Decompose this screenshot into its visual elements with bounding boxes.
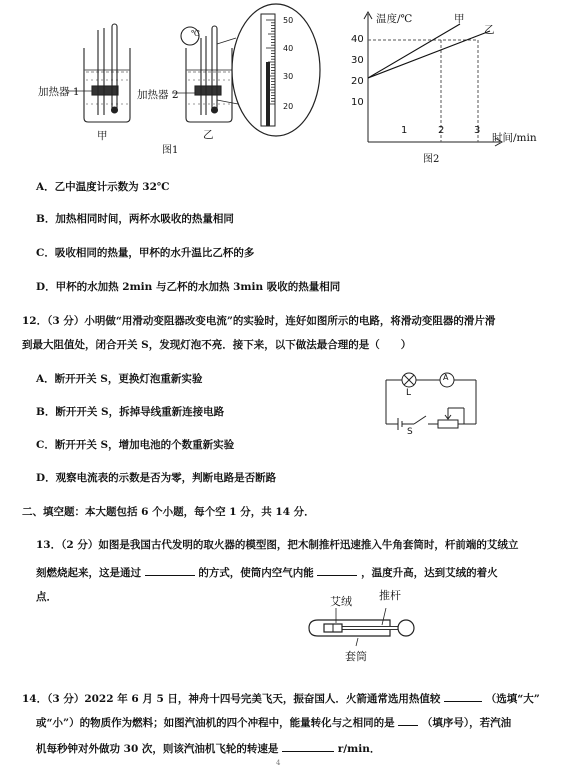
q12-stem-line-2: 到最大阻值处，闭合开关 S，发现灯泡不亮．接下来，以下做法最合理的是（ ）: [22, 339, 412, 351]
lamp-label: L: [406, 388, 412, 398]
q14-line-2-a: 或“小”）的物质作为燃料；如图汽油机的四个冲程中，能量转化与之相同的是: [36, 717, 395, 729]
scale-label-20: 20: [283, 102, 294, 111]
cup-yi-label: 乙: [203, 129, 214, 141]
q14-blank-1[interactable]: [444, 690, 482, 702]
q13-line-2-c: ，温度升高，达到艾绒的着火: [361, 567, 498, 579]
label-tuigan: 推杆: [379, 589, 401, 602]
figure-2-caption: 图2: [423, 154, 440, 165]
q14-line-3: [36, 740, 380, 756]
q13-line-3: 点．: [36, 591, 57, 603]
fig2-series: [368, 24, 490, 78]
q13-blank-2[interactable]: [317, 564, 357, 576]
fig2-xlabel: 时间/min: [492, 132, 537, 144]
q14-line-3-b: r/min．: [337, 743, 381, 755]
q12-option-b: B．断开开关 S，拆掉导线重新连接电路: [36, 406, 225, 418]
fig2-ylabel: 温度/℃: [376, 13, 413, 25]
fig2-xtick-2: 2: [438, 125, 445, 136]
fig2-ytick-40: 40: [351, 34, 364, 45]
scale-label-50: 50: [283, 16, 294, 25]
fig2-axes: [364, 12, 502, 146]
label-airong: 艾绒: [330, 595, 352, 608]
q13-blank-1[interactable]: [145, 564, 195, 576]
fig2-ytick-20: 20: [351, 76, 364, 87]
fig2-series-yi-label: 乙: [484, 24, 495, 36]
thermometer-unit-label: ℃: [191, 29, 200, 38]
q14-line-3-a: 机每秒钟对外做功 30 次，则该汽油机飞轮的转速是: [36, 743, 279, 755]
q13-line-2: [36, 564, 498, 580]
q14-line-1-a: 14．（3 分）2022 年 6 月 5 日，神舟十四号完美飞天，振奋国人．火箭通常选用热值较: [22, 693, 441, 705]
q11-option-c: C．吸收相同的热量，甲杯的水升温比乙杯的多: [36, 247, 255, 259]
q13-line-2-a: 刻燃烧起来，这是通过: [36, 567, 141, 579]
fig2-ytick-10: 10: [351, 97, 364, 108]
q12-option-a: A．断开开关 S，更换灯泡重新实验: [36, 373, 203, 385]
cup-jia-label: 甲: [97, 130, 108, 142]
series-jia-line: [368, 24, 460, 78]
fig2-xtick-1: 1: [401, 125, 408, 136]
series-yi-line: [368, 31, 490, 78]
q14-blank-3[interactable]: [282, 740, 334, 752]
q14-line-2: [36, 714, 511, 730]
switch-label: S: [407, 427, 413, 437]
scale-label-40: 40: [283, 44, 294, 53]
scale-label-30: 30: [283, 72, 294, 81]
q11-option-b: B．加热相同时间，两杯水吸收的热量相同: [36, 213, 234, 225]
q14-line-2-b: （填序号），若汽油: [421, 717, 512, 729]
q12-option-d: D．观察电流表的示数是否为零，判断电路是否断路: [36, 472, 277, 484]
fig2-ytick-30: 30: [351, 55, 364, 66]
q14-blank-2[interactable]: [398, 714, 418, 726]
page-number: 4: [276, 759, 281, 767]
q13-line-1: 13．（2 分）如图是我国古代发明的取火器的模型图，把木制推杆迅速推入牛角套筒时，杆前端的艾绒立: [36, 539, 519, 551]
q12-circuit-diagram: [380, 368, 490, 436]
q11-option-a: A．乙中温度计示数为 32℃: [36, 181, 170, 193]
q11-option-d: D．甲杯的水加热 2min 与乙杯的水加热 3min 吸收的热量相同: [36, 281, 341, 293]
fire-piston-diagram: [300, 608, 420, 648]
beaker-jia: [84, 24, 130, 122]
q12-stem-line-1: 12．（3 分）小明做“用滑动变阻器改变电流”的实验时，连好如图所示的电路，将滑动变阻器的滑片滑: [22, 315, 496, 327]
q12-option-c: C．断开开关 S，增加电池的个数重新实验: [36, 439, 235, 451]
figure-1-caption: 图1: [162, 145, 179, 156]
label-taotong: 套筒: [345, 650, 367, 663]
q13-line-2-b: 的方式，使筒内空气内能: [198, 567, 314, 579]
fig2-series-jia-label: 甲: [454, 13, 465, 25]
heater-2-label: 加热器 2: [137, 89, 179, 101]
q14-line-1: [22, 690, 540, 706]
ammeter-label: A: [443, 373, 449, 382]
heater-1-label: 加热器 1: [38, 86, 80, 98]
section-2-heading: 二、填空题：本大题包括 6 个小题，每个空 1 分，共 14 分．: [22, 506, 315, 518]
fig2-xtick-3: 3: [474, 125, 481, 136]
q14-line-1-b: （选填“大”: [485, 693, 540, 705]
beaker-yi: [181, 26, 232, 122]
